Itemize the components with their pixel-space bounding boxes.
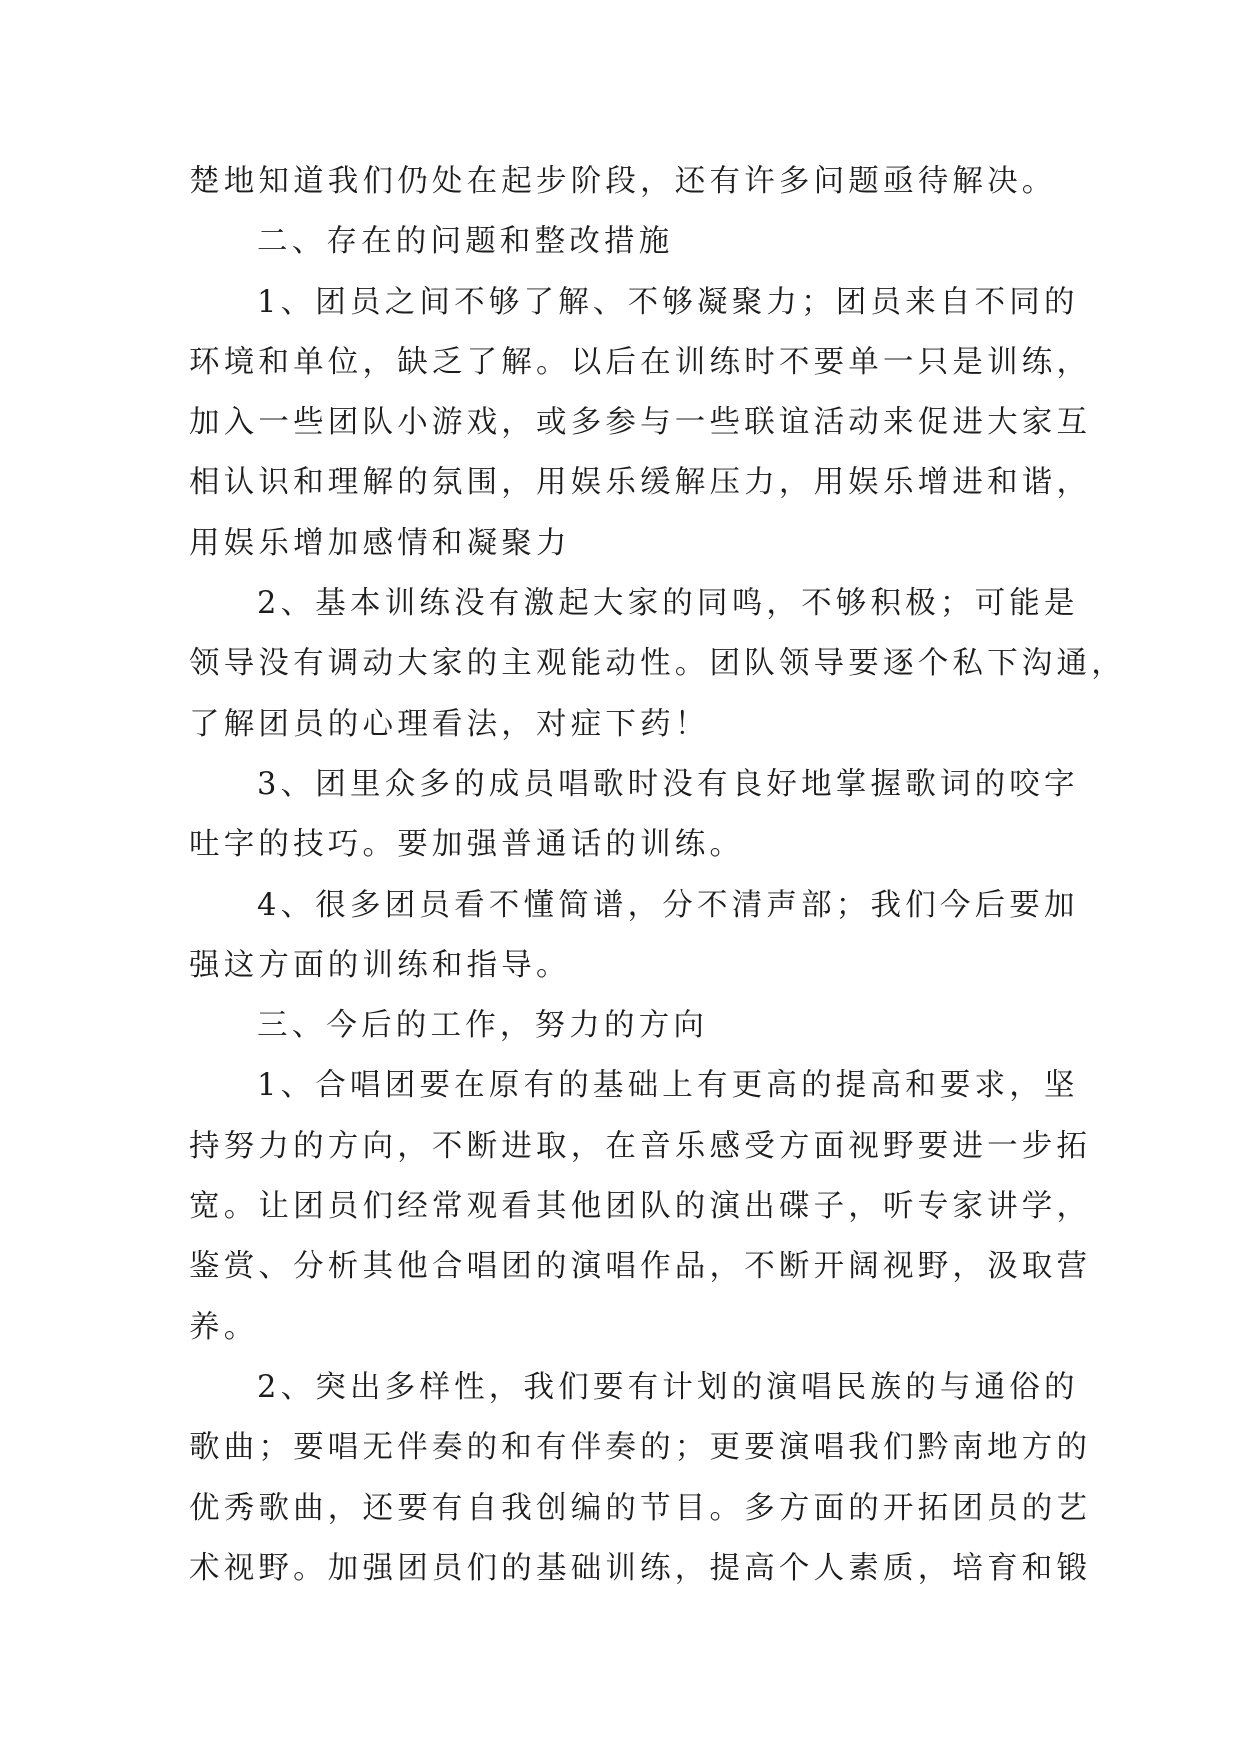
text-line: 2、基本训练没有激起大家的同鸣，不够积极；可能是 bbox=[257, 586, 1079, 622]
text-line: 吐字的技巧。要加强普通话的训练。 bbox=[189, 827, 745, 863]
section-heading: 二、存在的问题和整改措施 bbox=[257, 224, 674, 260]
section-heading: 三、今后的工作，努力的方向 bbox=[257, 1008, 709, 1044]
text-line: 加入一些团队小游戏，或多参与一些联谊活动来促进大家互 bbox=[189, 405, 1092, 441]
text-line: 2、突出多样性，我们要有计划的演唱民族的与通俗的 bbox=[257, 1369, 1079, 1405]
text-line: 术视野。加强团员们的基础训练，提高个人素质，培育和锻 bbox=[189, 1550, 1092, 1586]
text-line: 优秀歌曲，还要有自我创编的节目。多方面的开拓团员的艺 bbox=[189, 1490, 1092, 1526]
text-line: 养。 bbox=[189, 1309, 259, 1345]
text-line: 了解团员的心理看法，对症下药！ bbox=[189, 706, 710, 742]
document-body bbox=[189, 152, 1126, 1599]
text-line: 持努力的方向，不断进取，在音乐感受方面视野要进一步拓 bbox=[189, 1128, 1092, 1164]
text-line: 1、合唱团要在原有的基础上有更高的提高和要求，坚 bbox=[257, 1068, 1079, 1104]
text-line: 4、很多团员看不懂简谱，分不清声部；我们今后要加 bbox=[257, 887, 1079, 923]
text-line: 歌曲；要唱无伴奏的和有伴奏的；更要演唱我们黔南地方的 bbox=[189, 1430, 1092, 1466]
text-line: 相认识和理解的氛围，用娱乐缓解压力，用娱乐增进和谐， bbox=[189, 465, 1092, 501]
text-line: 1、团员之间不够了解、不够凝聚力；团员来自不同的 bbox=[257, 284, 1079, 320]
text-line: 用娱乐增加感情和凝聚力 bbox=[189, 525, 571, 561]
text-line: 环境和单位，缺乏了解。以后在训练时不要单一只是训练， bbox=[189, 344, 1092, 380]
text-line: 强这方面的训练和指导。 bbox=[189, 947, 571, 983]
text-line: 楚地知道我们仍处在起步阶段，还有许多问题亟待解决。 bbox=[189, 164, 1057, 199]
text-line: 领导没有调动大家的主观能动性。团队领导要逐个私下沟通， bbox=[189, 646, 1126, 682]
text-line: 3、团里众多的成员唱歌时没有良好地掌握歌词的咬字 bbox=[257, 766, 1079, 802]
text-line: 鉴赏、分析其他合唱团的演唱作品，不断开阔视野，汲取营 bbox=[189, 1249, 1092, 1285]
text-line: 宽。让团员们经常观看其他团队的演出碟子，听专家讲学， bbox=[189, 1189, 1092, 1225]
